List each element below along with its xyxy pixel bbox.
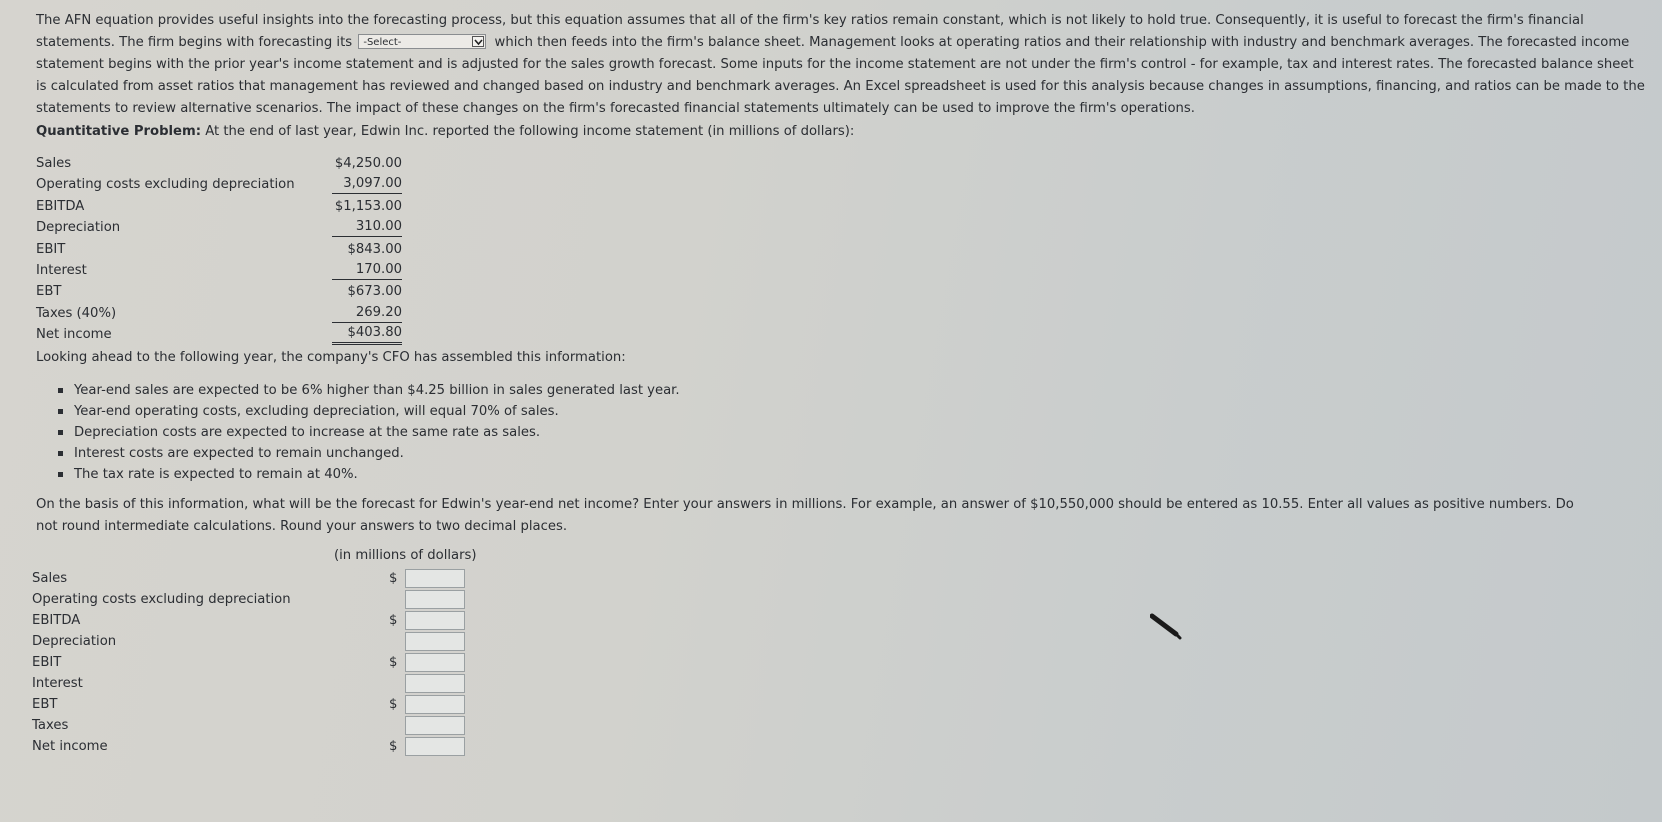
statement-label: Depreciation	[36, 220, 121, 236]
list-item: Interest costs are expected to remain unchanged.	[58, 443, 680, 464]
statement-label: EBITDA	[36, 198, 85, 214]
statement-row	[36, 281, 416, 302]
statement-row	[36, 217, 416, 238]
statement-row	[36, 174, 416, 195]
statement-row	[36, 260, 416, 281]
answer-row-depreciation	[32, 631, 492, 652]
statement-value: 310.00	[332, 217, 402, 237]
answer-row-ebt	[32, 694, 492, 715]
answer-row-operating-costs	[32, 589, 492, 610]
sales-input[interactable]	[405, 569, 465, 588]
dollar-sign: $	[389, 697, 398, 712]
question-text: On the basis of this information, what will be the forecast for Edwin's year-end net income? Enter your answers in millions. For example, an answer of $10,550,000 should be entered as 10.55. Enter all values as positive numbers. Do not round intermediate calculations. Round your answers to two decimal places.	[36, 497, 1574, 534]
statement-value: 269.20	[332, 303, 402, 323]
ebit-input[interactable]	[405, 653, 465, 672]
dollar-sign: $	[389, 571, 398, 586]
statement-row	[36, 196, 416, 217]
list-item: The tax rate is expected to remain at 40%.	[58, 464, 680, 485]
statement-value: 3,097.00	[332, 174, 402, 194]
statement-row	[36, 324, 416, 345]
assumptions-list	[58, 380, 680, 485]
answer-label: EBIT	[32, 655, 62, 670]
intro-text-part2: which then feeds into the firm's balance sheet. Management looks at operating ratios and their relationship with industry and benchmark averages. The forecasted income statement begins with the prior year's income statement and is adjusted for the sales growth forecast. Some inputs for the income statement are not under the firm's control - for example, tax and interest rates. The forecasted balance sheet is calculated from asset ratios that management has reviewed and changed based on industry and benchmark averages. An Excel spreadsheet is used for this analysis because changes in assumptions, financing, and ratios can be made to the statements to review alternative scenarios. The impact of these changes on the firm's forecasted financial statements ultimately can be used to improve the firm's operations.	[36, 35, 1645, 116]
select-value: -Select-	[363, 36, 402, 48]
statement-label: Interest	[36, 262, 87, 278]
answer-row-net-income	[32, 736, 492, 757]
quantitative-problem-text: At the end of last year, Edwin Inc. reported the following income statement (in millions of dollars):	[201, 124, 855, 139]
statement-row	[36, 153, 416, 174]
answer-label: Net income	[32, 739, 108, 754]
statement-label: Sales	[36, 156, 72, 171]
answer-label: Sales	[32, 571, 68, 586]
interest-input[interactable]	[405, 674, 465, 693]
list-item: Depreciation costs are expected to increase at the same rate as sales.	[58, 422, 680, 443]
statement-label: Taxes (40%)	[36, 305, 117, 321]
lookahead-text: Looking ahead to the following year, the company's CFO has assembled this information:	[36, 350, 626, 365]
answer-header: (in millions of dollars)	[334, 548, 477, 563]
answer-label: EBT	[32, 697, 58, 712]
statement-label: EBT	[36, 284, 62, 300]
dollar-sign: $	[389, 655, 398, 670]
depreciation-input[interactable]	[405, 632, 465, 651]
net-income-input[interactable]	[405, 737, 465, 756]
answer-label: Depreciation	[32, 634, 117, 649]
statement-value: $843.00	[347, 241, 402, 257]
list-item: Year-end operating costs, excluding depreciation, will equal 70% of sales.	[58, 401, 680, 422]
statement-label: EBIT	[36, 241, 66, 257]
statement-label: Net income	[36, 327, 112, 343]
answer-row-taxes	[32, 715, 492, 736]
answer-row-ebit	[32, 652, 492, 673]
answer-row-sales	[32, 568, 492, 589]
quantitative-problem	[36, 124, 854, 139]
list-item: Year-end sales are expected to be 6% higher than $4.25 billion in sales generated last year.	[58, 380, 680, 401]
answer-label: Operating costs excluding depreciation	[32, 592, 291, 607]
forecast-select-dropdown[interactable]	[358, 34, 486, 49]
mouse-cursor-icon	[1150, 612, 1186, 642]
statement-value: $403.80	[332, 324, 402, 345]
statement-row	[36, 303, 416, 324]
income-statement	[36, 153, 416, 346]
intro-text-part1: The AFN equation provides useful insights into the forecasting process, but this equation assumes that all of the firm's key ratios remain constant, which is not likely to hold true. Consequently, it is useful to forecast the firm's financial statements. The firm begins with forecasting its	[36, 13, 1584, 50]
chevron-down-icon	[472, 36, 484, 47]
statement-label: Operating costs excluding depreciation	[36, 177, 295, 193]
answer-label: EBITDA	[32, 613, 81, 628]
statement-row	[36, 239, 416, 260]
intro-paragraph	[36, 10, 1646, 120]
taxes-input[interactable]	[405, 716, 465, 735]
answer-row-ebitda	[32, 610, 492, 631]
ebt-input[interactable]	[405, 695, 465, 714]
answer-row-interest	[32, 673, 492, 694]
statement-value: $1,153.00	[334, 198, 402, 214]
dollar-sign: $	[389, 613, 398, 628]
answer-label: Taxes	[32, 718, 69, 733]
quantitative-problem-label: Quantitative Problem:	[36, 124, 202, 139]
operating-costs-input[interactable]	[405, 590, 465, 609]
statement-value: $4,250.00	[334, 156, 402, 171]
ebitda-input[interactable]	[405, 611, 465, 630]
statement-value: $673.00	[347, 284, 402, 300]
answer-label: Interest	[32, 676, 83, 691]
statement-value: 170.00	[332, 260, 402, 280]
dollar-sign: $	[389, 739, 398, 754]
